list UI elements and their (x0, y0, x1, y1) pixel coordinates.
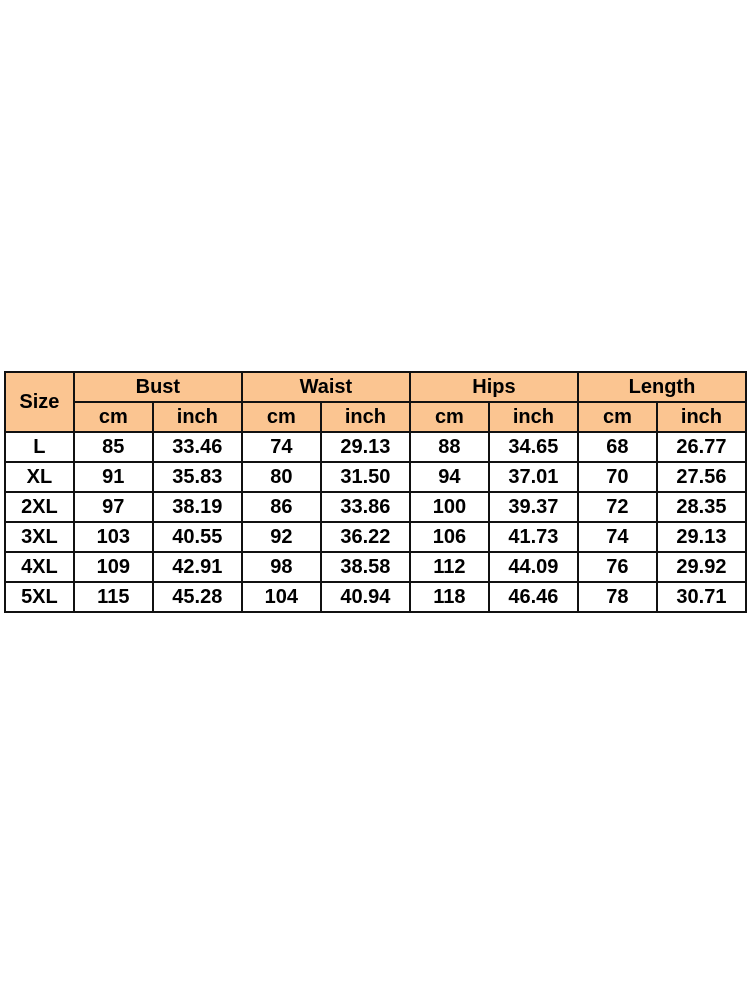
table-cell: 94 (410, 462, 489, 492)
table-cell: 103 (74, 522, 153, 552)
unit-header: inch (153, 402, 242, 432)
table-cell: 97 (74, 492, 153, 522)
table-cell: 31.50 (321, 462, 410, 492)
table-cell: 41.73 (489, 522, 578, 552)
table-cell: 115 (74, 582, 153, 612)
table-row (5, 582, 746, 612)
header-length: Length (578, 372, 746, 402)
table-cell: 78 (578, 582, 657, 612)
unit-header: inch (489, 402, 578, 432)
size-cell: L (5, 432, 74, 462)
table-cell: 36.22 (321, 522, 410, 552)
size-cell: XL (5, 462, 74, 492)
table-cell: 38.58 (321, 552, 410, 582)
table-cell: 86 (242, 492, 321, 522)
table-cell: 74 (242, 432, 321, 462)
table-cell: 34.65 (489, 432, 578, 462)
size-chart-table (4, 371, 747, 613)
table-cell: 104 (242, 582, 321, 612)
table-cell: 30.71 (657, 582, 746, 612)
table-cell: 29.13 (321, 432, 410, 462)
table-cell: 29.92 (657, 552, 746, 582)
header-bust: Bust (74, 372, 242, 402)
unit-header: inch (657, 402, 746, 432)
table-cell: 29.13 (657, 522, 746, 552)
size-cell: 5XL (5, 582, 74, 612)
size-cell: 2XL (5, 492, 74, 522)
table-row (5, 432, 746, 462)
header-size: Size (5, 372, 74, 432)
unit-header: cm (74, 402, 153, 432)
header-row-groups (5, 372, 746, 402)
table-cell: 76 (578, 552, 657, 582)
table-cell: 112 (410, 552, 489, 582)
table-body (5, 432, 746, 612)
table-cell: 33.46 (153, 432, 242, 462)
table-cell: 37.01 (489, 462, 578, 492)
table-cell: 46.46 (489, 582, 578, 612)
table-cell: 42.91 (153, 552, 242, 582)
table-row (5, 552, 746, 582)
table-cell: 72 (578, 492, 657, 522)
unit-header: inch (321, 402, 410, 432)
table-cell: 27.56 (657, 462, 746, 492)
table-row (5, 522, 746, 552)
table-cell: 26.77 (657, 432, 746, 462)
header-waist: Waist (242, 372, 410, 402)
table-row (5, 462, 746, 492)
table-cell: 33.86 (321, 492, 410, 522)
table-cell: 100 (410, 492, 489, 522)
unit-header: cm (242, 402, 321, 432)
table-cell: 70 (578, 462, 657, 492)
table-row (5, 492, 746, 522)
table-cell: 91 (74, 462, 153, 492)
table-cell: 39.37 (489, 492, 578, 522)
table-cell: 44.09 (489, 552, 578, 582)
header-row-units (5, 402, 746, 432)
table-cell: 98 (242, 552, 321, 582)
table-cell: 40.94 (321, 582, 410, 612)
table-cell: 35.83 (153, 462, 242, 492)
table-cell: 85 (74, 432, 153, 462)
unit-header: cm (410, 402, 489, 432)
table-cell: 68 (578, 432, 657, 462)
table-cell: 38.19 (153, 492, 242, 522)
table-cell: 28.35 (657, 492, 746, 522)
header-hips: Hips (410, 372, 578, 402)
table-cell: 109 (74, 552, 153, 582)
table-cell: 40.55 (153, 522, 242, 552)
table-cell: 106 (410, 522, 489, 552)
table-cell: 88 (410, 432, 489, 462)
size-cell: 4XL (5, 552, 74, 582)
table-cell: 45.28 (153, 582, 242, 612)
table-cell: 74 (578, 522, 657, 552)
table-cell: 92 (242, 522, 321, 552)
size-cell: 3XL (5, 522, 74, 552)
table-cell: 80 (242, 462, 321, 492)
unit-header: cm (578, 402, 657, 432)
table-cell: 118 (410, 582, 489, 612)
